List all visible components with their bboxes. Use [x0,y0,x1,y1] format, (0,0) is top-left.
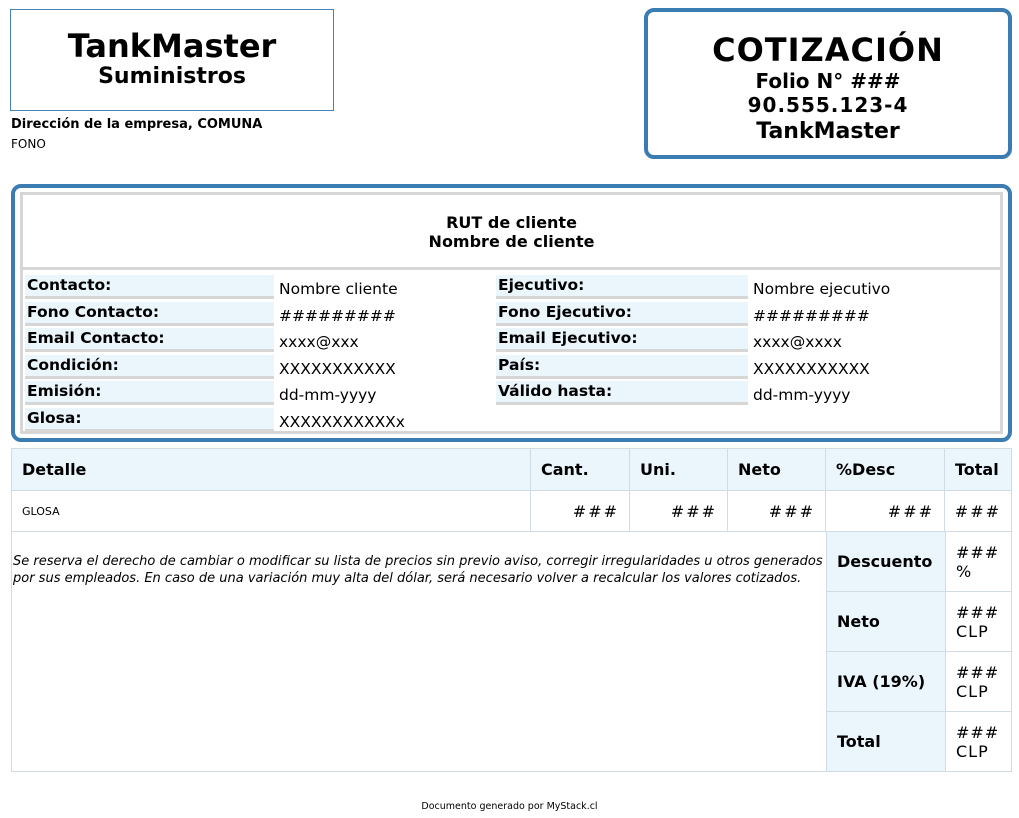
items-header-row [12,449,1012,491]
discount-total-label: Descuento [827,532,946,592]
item-net: ### [728,491,826,532]
net-total-value: ### CLP [946,592,1012,652]
valid-until-value: dd-mm-yyyy [753,386,851,404]
info-row [25,355,1000,382]
company-address: Dirección de la empresa, COMUNA [11,117,263,132]
quote-company: TankMaster [756,119,900,144]
info-row [25,302,1000,329]
vat-total-label: IVA (19%) [827,652,946,712]
condition-label: Condición: [25,355,274,379]
contact-email-value: xxxx@xxx [279,333,359,351]
country-value: XXXXXXXXXXX [753,359,870,378]
executive-phone-value: ######### [753,306,870,325]
executive-value: Nombre ejecutivo [753,280,891,298]
quote-rut: 90.555.123-4 [747,93,909,117]
item-detail: GLOSA [12,491,531,532]
quote-header-box [644,8,1012,159]
client-header [23,195,1000,270]
total-header: Total [945,449,1012,491]
contact-email-label: Email Contacto: [25,328,274,352]
item-total: ### [945,491,1012,532]
contact-phone-label: Fono Contacto: [25,302,274,326]
vat-total-value: ### CLP [946,652,1012,712]
issue-date-label: Emisión: [25,381,274,405]
client-rut: RUT de cliente [446,213,577,232]
contact-value: Nombre cliente [279,280,398,298]
country-label: País: [496,355,748,379]
grand-total-value: ### CLP [946,712,1012,772]
company-subtitle: Suministros [98,64,246,89]
net-header: Neto [728,449,826,491]
unit-header: Uni. [630,449,728,491]
info-row [25,408,1000,435]
client-panel [11,184,1012,442]
valid-until-label: Válido hasta: [496,381,748,405]
info-row [25,381,1000,408]
contact-label: Contacto: [25,275,274,299]
info-row [25,275,1000,302]
item-discount: ### [826,491,945,532]
client-panel-inner [20,192,1003,434]
executive-label: Ejecutivo: [496,275,748,299]
item-unit: ### [630,491,728,532]
discount-header: %Desc [826,449,945,491]
item-qty: ### [531,491,630,532]
info-row [25,328,1000,355]
company-header-box [10,9,334,111]
client-name: Nombre de cliente [428,232,595,251]
qty-header: Cant. [531,449,630,491]
executive-email-value: xxxx@xxxx [753,333,842,351]
quote-folio: Folio N° ### [755,69,901,93]
executive-phone-label: Fono Ejecutivo: [496,302,748,326]
totals-table [11,531,1012,772]
gloss-label: Glosa: [25,408,274,432]
contact-phone-value: ######### [279,306,396,325]
detail-header: Detalle [12,449,531,491]
client-info-grid [25,275,1000,434]
footer-credit: Documento generado por MyStack.cl [421,801,598,812]
quote-title: COTIZACIÓN [712,31,944,69]
issue-date-value: dd-mm-yyyy [279,386,377,404]
table-row [12,491,1012,532]
gloss-value: XXXXXXXXXXXx [279,412,405,431]
terms-note: Se reserva el derecho de cambiar o modificar su lista de precios sin previo aviso, corregir irregularidades u otros generados por sus empleados. En caso de una variación muy alta del dólar, será necesario volver a recalcular los valores cotizados. [12,532,827,772]
executive-email-label: Email Ejecutivo: [496,328,748,352]
company-phone: FONO [11,137,46,151]
totals-row [12,532,1012,592]
grand-total-label: Total [827,712,946,772]
discount-total-value: ### % [946,532,1012,592]
condition-value: XXXXXXXXXXX [279,359,396,378]
items-table [11,448,1012,532]
net-total-label: Neto [827,592,946,652]
company-name: TankMaster [67,27,277,65]
